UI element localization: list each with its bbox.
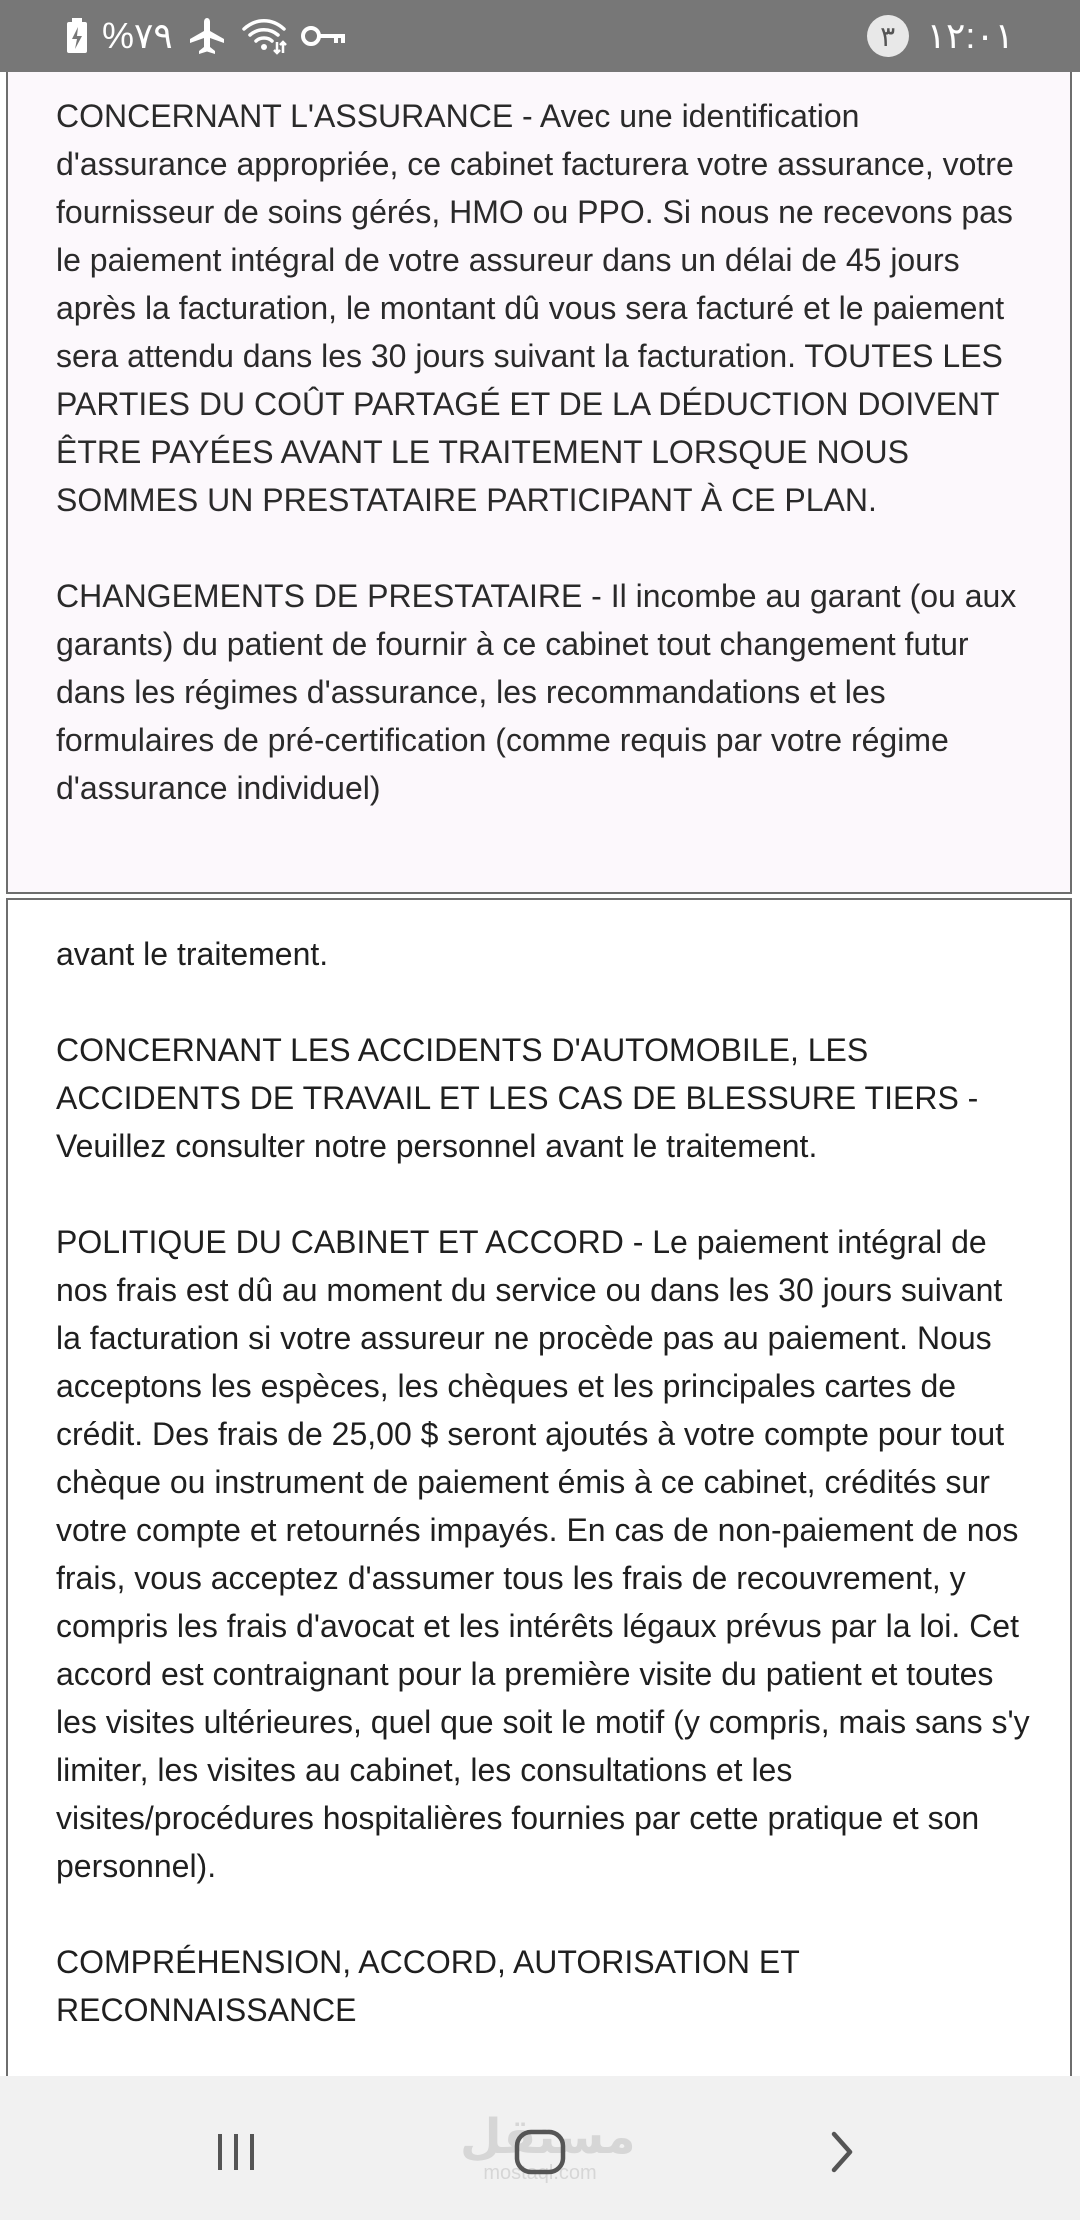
acknowledgement-heading: COMPRÉHENSION, ACCORD, AUTORISATION ET RECONNAISSANCE: [56, 1944, 800, 2028]
status-clock: ١٢:٠١: [926, 15, 1014, 56]
airplane-icon: [187, 16, 227, 56]
status-icons-right: [867, 14, 1014, 58]
notification-count-badge: ٣: [867, 15, 909, 57]
continuation-paragraph: avant le traitement.: [56, 936, 329, 972]
practice-policy-paragraph: POLITIQUE DU CABINET ET ACCORD - Le paiement intégral de nos frais est dû au moment du service ou dans les 30 jours suivant la facturation si votre assureur ne procède pas au paiement. Nous acceptons les espèces, les chèques et les principales cartes de crédit. Des frais de 25,00 $ seront ajoutés à votre compte pour tout chèque ou instrument de paiement émis à ce cabinet, crédités sur votre compte et retournés impayés. En cas de non-paiement de nos frais, vous acceptez d'assumer tous les frais de recouvrement, y compris les frais d'avocat et les intérêts légaux prévus par la loi. Cet accord est contraignant pour la première visite du patient et toutes les visites ultérieures, quel que soit le motif (y compris, mais sans s'y limiter, les visites au cabinet, les consultations et les visites/procédures hospitalières fournies par cette pratique et son personnel).: [56, 1224, 1030, 1884]
recent-apps-button[interactable]: [196, 2112, 276, 2192]
status-bar: [0, 0, 1080, 72]
watermark-url: mostaql.com: [483, 2162, 597, 2184]
watermark-logo: مستقل: [460, 2111, 636, 2164]
home-icon: [512, 2124, 568, 2180]
back-icon: [818, 2128, 866, 2176]
vpn-key-icon: [301, 21, 345, 51]
recent-apps-icon: [212, 2128, 260, 2176]
wifi-icon: [241, 16, 287, 56]
home-button[interactable]: [500, 2112, 580, 2192]
accidents-paragraph: CONCERNANT LES ACCIDENTS D'AUTOMOBILE, LES ACCIDENTS DE TRAVAIL ET LES CAS DE BLESSURE TIERS - Veuillez consulter notre personnel avant le traitement.: [56, 1032, 979, 1164]
document-text-bottom: [56, 930, 1036, 2078]
document-text-top: [56, 92, 1036, 860]
navigation-bar: [0, 2076, 1080, 2220]
document-panel-top[interactable]: [6, 72, 1072, 894]
battery-percent: %٧٩: [102, 15, 173, 56]
battery-charging-icon: [66, 18, 88, 54]
document-panel-bottom[interactable]: [6, 898, 1072, 2078]
status-icons-left: [66, 14, 345, 58]
provider-changes-paragraph: CHANGEMENTS DE PRESTATAIRE - Il incombe au garant (ou aux garants) du patient de fournir à ce cabinet tout changement futur dans les régimes d'assurance, les recommandations et les formulaires de pré-certification (comme requis par votre régime d'assurance individuel): [56, 578, 1017, 806]
insurance-paragraph: CONCERNANT L'ASSURANCE - Avec une identification d'assurance appropriée, ce cabinet facturera votre assurance, votre fournisseur de soins gérés, HMO ou PPO. Si nous ne recevons pas le paiement intégral de votre assureur dans un délai de 45 jours après la facturation, le montant dû vous sera facturé et le paiement sera attendu dans les 30 jours suivant la facturation. TOUTES LES PARTIES DU COÛT PARTAGÉ ET DE LA DÉDUCTION DOIVENT ÊTRE PAYÉES AVANT LE TRAITEMENT LORSQUE NOUS SOMMES UN PRESTATAIRE PARTICIPANT À CE PLAN.: [56, 98, 1014, 518]
back-button[interactable]: [802, 2112, 882, 2192]
